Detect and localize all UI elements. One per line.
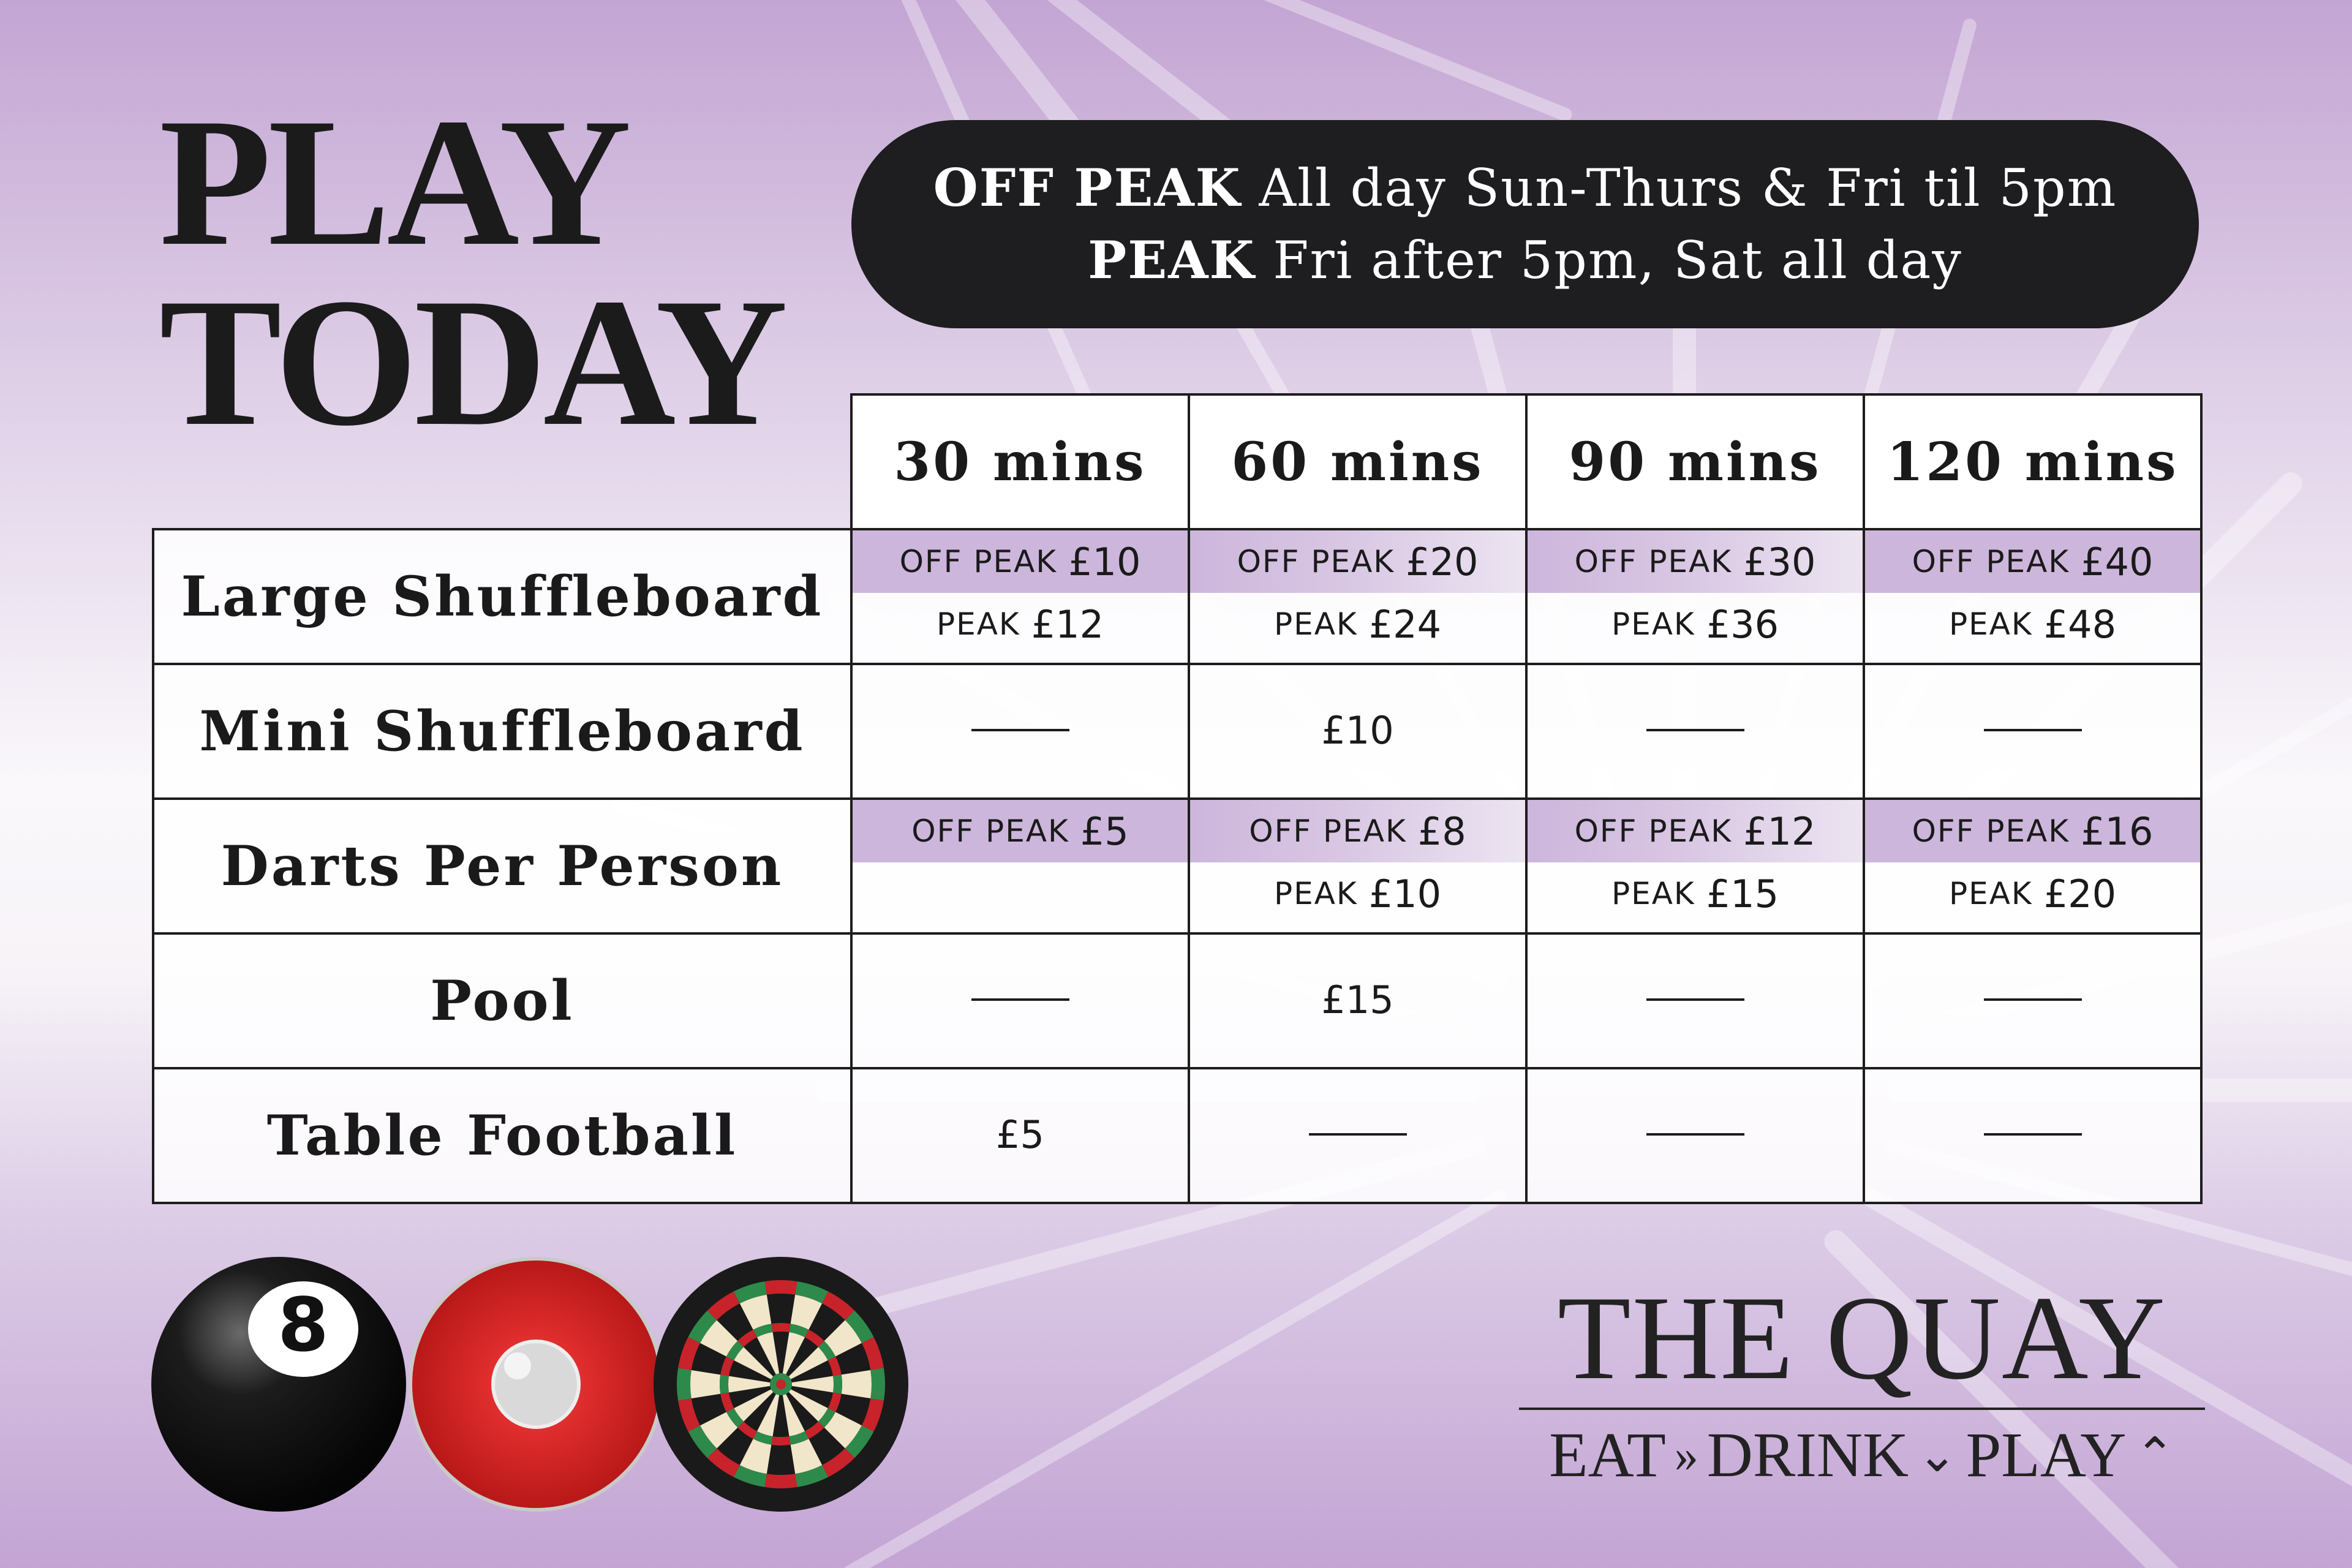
off-peak-amount: £12	[1743, 809, 1816, 854]
price-cell	[851, 933, 1189, 1068]
brand-name: THE QUAY	[1557, 1272, 2167, 1404]
dartboard-segment	[767, 1294, 795, 1324]
peak-amount: £48	[2043, 601, 2117, 647]
shuffleboard-puck-icon	[410, 1259, 662, 1510]
off-peak-price	[1190, 800, 1525, 862]
dartboard-icon	[654, 1257, 908, 1512]
column-header: 30 mins	[851, 394, 1189, 529]
not-available	[1865, 935, 2200, 1065]
off-peak-label: OFF PEAK	[1912, 544, 2070, 579]
brand-logo	[1519, 1274, 2205, 1492]
off-peak-price	[1528, 530, 1863, 593]
eight-ball-number: 8	[277, 1283, 329, 1368]
peak-description: Fri after 5pm, Sat all day	[1273, 230, 1962, 290]
table-row	[153, 799, 2201, 933]
price-cell	[851, 529, 1189, 664]
dash-line	[1646, 998, 1744, 1001]
off-peak-price	[1528, 800, 1863, 862]
column-header: 120 mins	[1864, 394, 2201, 529]
dartboard-segment	[771, 1323, 790, 1332]
price-cell	[1526, 529, 1864, 664]
row-label: Darts Per Person	[153, 799, 851, 933]
peak-amount: £10	[1368, 871, 1442, 916]
off-peak-price	[1190, 530, 1525, 593]
off-peak-heading: OFF PEAK	[933, 157, 1242, 218]
price-cell	[851, 664, 1189, 799]
off-peak-amount: £8	[1417, 809, 1466, 854]
bullseye	[776, 1379, 786, 1389]
price-cell	[1189, 1068, 1526, 1203]
off-peak-label: OFF PEAK	[1237, 544, 1395, 579]
table-header-row	[153, 394, 2201, 529]
dash-line	[1984, 1133, 2082, 1136]
peak-amount: £20	[2043, 871, 2117, 916]
peak-label: PEAK	[1948, 606, 2033, 642]
row-label: Pool	[153, 933, 851, 1068]
price-value: £10	[1321, 707, 1394, 753]
table-row	[153, 933, 2201, 1068]
off-peak-label: OFF PEAK	[899, 544, 1058, 579]
off-peak-price	[853, 530, 1188, 593]
dartboard-segment	[842, 1370, 872, 1398]
not-available	[1528, 665, 1863, 795]
off-peak-label: OFF PEAK	[911, 813, 1069, 849]
price-cell	[1864, 664, 2201, 799]
row-label: Mini Shuffleboard	[153, 664, 851, 799]
peak-amount: £12	[1031, 601, 1104, 647]
peak-heading: PEAK	[1088, 230, 1256, 290]
not-available	[1528, 1069, 1863, 1199]
brand-divider	[1519, 1408, 2205, 1410]
price-cell	[1864, 1068, 2201, 1203]
price-cell	[1189, 933, 1526, 1068]
price-cell	[1189, 664, 1526, 799]
price-cell	[851, 799, 1189, 933]
price-cell	[1864, 529, 2201, 664]
off-peak-price	[853, 800, 1188, 862]
price-cell	[1526, 1068, 1864, 1203]
column-header: 60 mins	[1189, 394, 1526, 529]
price-cell	[851, 1068, 1189, 1203]
price-cell	[1526, 933, 1864, 1068]
game-icons	[150, 1253, 1008, 1522]
table-corner	[153, 394, 851, 529]
off-peak-label: OFF PEAK	[1574, 544, 1733, 579]
hours-banner	[851, 120, 2199, 328]
dartboard-segment	[677, 1368, 692, 1400]
brand-tagline	[1519, 1419, 2205, 1492]
price-cell	[1526, 799, 1864, 933]
price-cell	[1864, 799, 2201, 933]
peak-label: PEAK	[1611, 606, 1695, 642]
off-peak-price	[1865, 530, 2200, 593]
peak-price	[853, 593, 1188, 655]
double-chevron-right-icon: »	[1674, 1428, 1698, 1482]
peak-amount: £24	[1368, 601, 1442, 647]
tagline-drink: DRINK	[1706, 1420, 1909, 1490]
price-value: £5	[996, 1112, 1044, 1157]
peak-price	[1865, 593, 2200, 655]
dash-line	[1984, 998, 2082, 1001]
title-line-1: PLAY	[159, 80, 628, 284]
off-peak-amount: £20	[1406, 539, 1479, 584]
dartboard-segment	[833, 1374, 842, 1393]
peak-hours	[1088, 224, 1962, 296]
dash-line	[1984, 729, 2082, 731]
dartboard-segment	[767, 1445, 795, 1475]
dartboard-segment	[771, 1436, 790, 1446]
peak-price	[1865, 862, 2200, 925]
price-cell	[1189, 799, 1526, 933]
off-peak-amount: £10	[1068, 539, 1141, 584]
dartboard-segment	[764, 1280, 797, 1295]
price-cell	[1526, 664, 1864, 799]
peak-price	[1190, 593, 1525, 655]
table-row	[153, 664, 2201, 799]
off-peak-amount: £40	[2081, 539, 2154, 584]
peak-label: PEAK	[1273, 606, 1358, 642]
peak-label: PEAK	[1273, 876, 1358, 911]
off-peak-price	[1865, 800, 2200, 862]
peak-price	[1528, 593, 1863, 655]
off-peak-hours	[933, 152, 2117, 224]
column-header: 90 mins	[1526, 394, 1864, 529]
eight-ball-icon	[151, 1257, 406, 1512]
peak-amount: £36	[1706, 601, 1779, 647]
double-chevron-up-icon: ⌃	[2135, 1428, 2175, 1482]
peak-price	[1190, 862, 1525, 925]
off-peak-label: OFF PEAK	[1912, 813, 2070, 849]
dash-line	[1646, 729, 1744, 731]
not-available	[1528, 935, 1863, 1065]
price-value: £15	[1321, 977, 1394, 1022]
row-label: Table Football	[153, 1068, 851, 1203]
peak-label: PEAK	[1611, 876, 1695, 911]
off-peak-amount: £5	[1080, 809, 1129, 854]
peak-label: PEAK	[1948, 876, 2033, 911]
off-peak-amount: £16	[2081, 809, 2154, 854]
price-cell	[1864, 933, 2201, 1068]
off-peak-amount: £30	[1743, 539, 1816, 584]
peak-price	[1528, 862, 1863, 925]
dartboard-segment	[870, 1368, 885, 1400]
dartboard-segment	[720, 1374, 729, 1393]
not-available	[853, 935, 1188, 1065]
not-available	[1865, 1069, 2200, 1199]
not-available	[1865, 665, 2200, 795]
peak-amount: £15	[1706, 871, 1779, 916]
peak-price	[853, 862, 1188, 925]
dartboard-segment	[764, 1474, 797, 1488]
dash-line	[1309, 1133, 1407, 1136]
not-available	[1190, 1069, 1525, 1199]
dash-line	[971, 729, 1069, 731]
peak-label: PEAK	[936, 606, 1020, 642]
dash-line	[1646, 1133, 1744, 1136]
dash-line	[971, 998, 1069, 1001]
row-label: Large Shuffleboard	[153, 529, 851, 664]
tagline-eat: EAT	[1549, 1420, 1666, 1490]
table-row	[153, 1068, 2201, 1203]
price-cell	[1189, 529, 1526, 664]
dartboard-segment	[690, 1370, 720, 1398]
tagline-play: PLAY	[1966, 1420, 2127, 1490]
double-chevron-down-icon: ⌄	[1917, 1428, 1958, 1482]
not-available	[853, 665, 1188, 795]
off-peak-description: All day Sun-Thurs & Fri til 5pm	[1259, 158, 2117, 218]
off-peak-label: OFF PEAK	[1249, 813, 1407, 849]
title-line-2: TODAY	[159, 260, 785, 464]
table-row	[153, 529, 2201, 664]
price-table	[152, 393, 2203, 1204]
off-peak-label: OFF PEAK	[1574, 813, 1733, 849]
